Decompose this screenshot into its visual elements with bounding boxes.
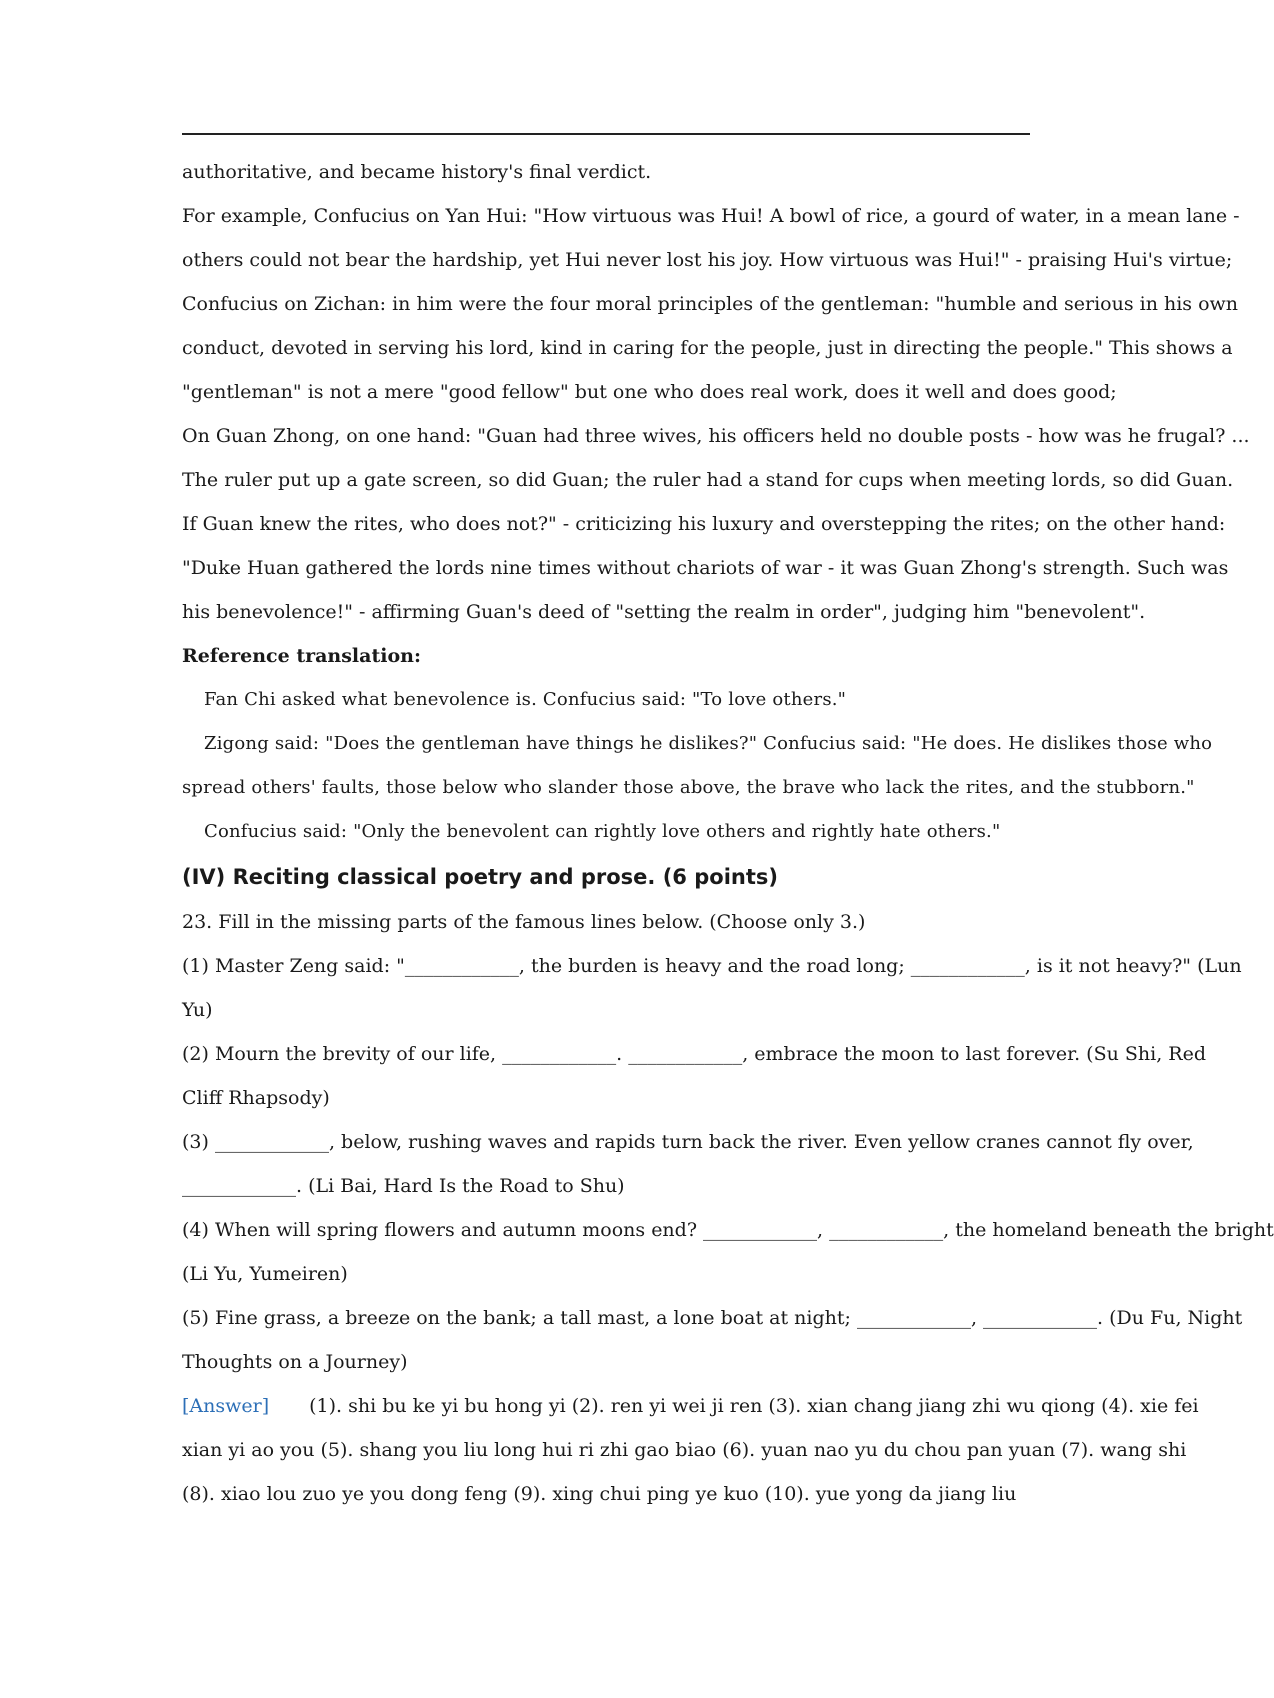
reference-line: Confucius said: "Only the benevolent can rightly love others and rightly hate others." [204, 821, 1001, 842]
section-heading: (IV) Reciting classical poetry and prose. (6 points) [182, 865, 778, 889]
question-line: (5) Fine grass, a breeze on the bank; a tall mast, a lone boat at night; ____________, ____________. (Du Fu, Night [182, 1307, 1243, 1329]
paragraph-line: "gentleman" is not a mere "good fellow" but one who does real work, does it well and does good; [182, 381, 1117, 403]
paragraph-line: If Guan knew the rites, who does not?" - criticizing his luxury and overstepping the rites; on the other hand: [182, 513, 1226, 535]
question-line: Cliff Rhapsody) [182, 1087, 330, 1109]
question-line: Yu) [182, 999, 213, 1021]
reference-line: spread others' faults, those below who slander those above, the brave who lack the rites, and the stubborn." [182, 777, 1195, 798]
page-content [182, 150, 1274, 1516]
paragraph-line: his benevolence!" - affirming Guan's deed of "setting the realm in order", judging him "benevolent". [182, 601, 1146, 623]
reference-translation-title: Reference translation: [182, 645, 421, 667]
answer-text: (1). shi bu ke yi bu hong yi (2). ren yi wei ji ren (3). xian chang jiang zhi wu qiong (4). xie fei [309, 1395, 1199, 1417]
answer-line: xian yi ao you (5). shang you liu long hui ri zhi gao biao (6). yuan nao yu du chou pan yuan (7). wang shi [182, 1439, 1187, 1461]
question-line: (3) ____________, below, rushing waves and rapids turn back the river. Even yellow cranes cannot fly over, [182, 1131, 1194, 1153]
answer-tag: [Answer] [182, 1395, 270, 1417]
paragraph-line: "Duke Huan gathered the lords nine times without chariots of war - it was Guan Zhong's strength. Such was [182, 557, 1229, 579]
question-line: (4) When will spring flowers and autumn moons end? ____________, ____________, the homeland beneath the bright [182, 1219, 1274, 1241]
answer-line: (8). xiao lou zuo ye you dong feng (9). xing chui ping ye kuo (10). yue yong da jiang liu [182, 1483, 1017, 1505]
question-line: 23. Fill in the missing parts of the famous lines below. (Choose only 3.) [182, 911, 866, 933]
question-line: (Li Yu, Yumeiren) [182, 1263, 348, 1285]
reference-line: Fan Chi asked what benevolence is. Confucius said: "To love others." [204, 689, 847, 710]
paragraph-line: The ruler put up a gate screen, so did Guan; the ruler had a stand for cups when meeting lords, so did Guan. [182, 469, 1234, 491]
paragraph-line: others could not bear the hardship, yet Hui never lost his joy. How virtuous was Hui!" - praising Hui's virtue; [182, 249, 1233, 271]
reference-line: Zigong said: "Does the gentleman have things he dislikes?" Confucius said: "He does. He dislikes those who [204, 733, 1213, 754]
answer-line [182, 1384, 1199, 1428]
paragraph-line: authoritative, and became history's final verdict. [182, 161, 652, 183]
question-line: (1) Master Zeng said: "____________, the burden is heavy and the road long; ____________, is it not heavy?" (Lun [182, 955, 1242, 977]
question-line: ____________. (Li Bai, Hard Is the Road to Shu) [182, 1175, 625, 1197]
paragraph-line: On Guan Zhong, on one hand: "Guan had three wives, his officers held no double posts - how was he frugal? ... [182, 425, 1250, 447]
header-rule [182, 133, 1030, 135]
paragraph-line: conduct, devoted in serving his lord, kind in caring for the people, just in directing the people." This shows a [182, 337, 1233, 359]
question-line: (2) Mourn the brevity of our life, ____________. ____________, embrace the moon to last forever. (Su Shi, Red [182, 1043, 1206, 1065]
paragraph-line: Confucius on Zichan: in him were the four moral principles of the gentleman: "humble and serious in his own [182, 293, 1239, 315]
question-line: Thoughts on a Journey) [182, 1351, 408, 1373]
paragraph-line: For example, Confucius on Yan Hui: "How virtuous was Hui! A bowl of rice, a gourd of water, in a mean lane - [182, 205, 1240, 227]
